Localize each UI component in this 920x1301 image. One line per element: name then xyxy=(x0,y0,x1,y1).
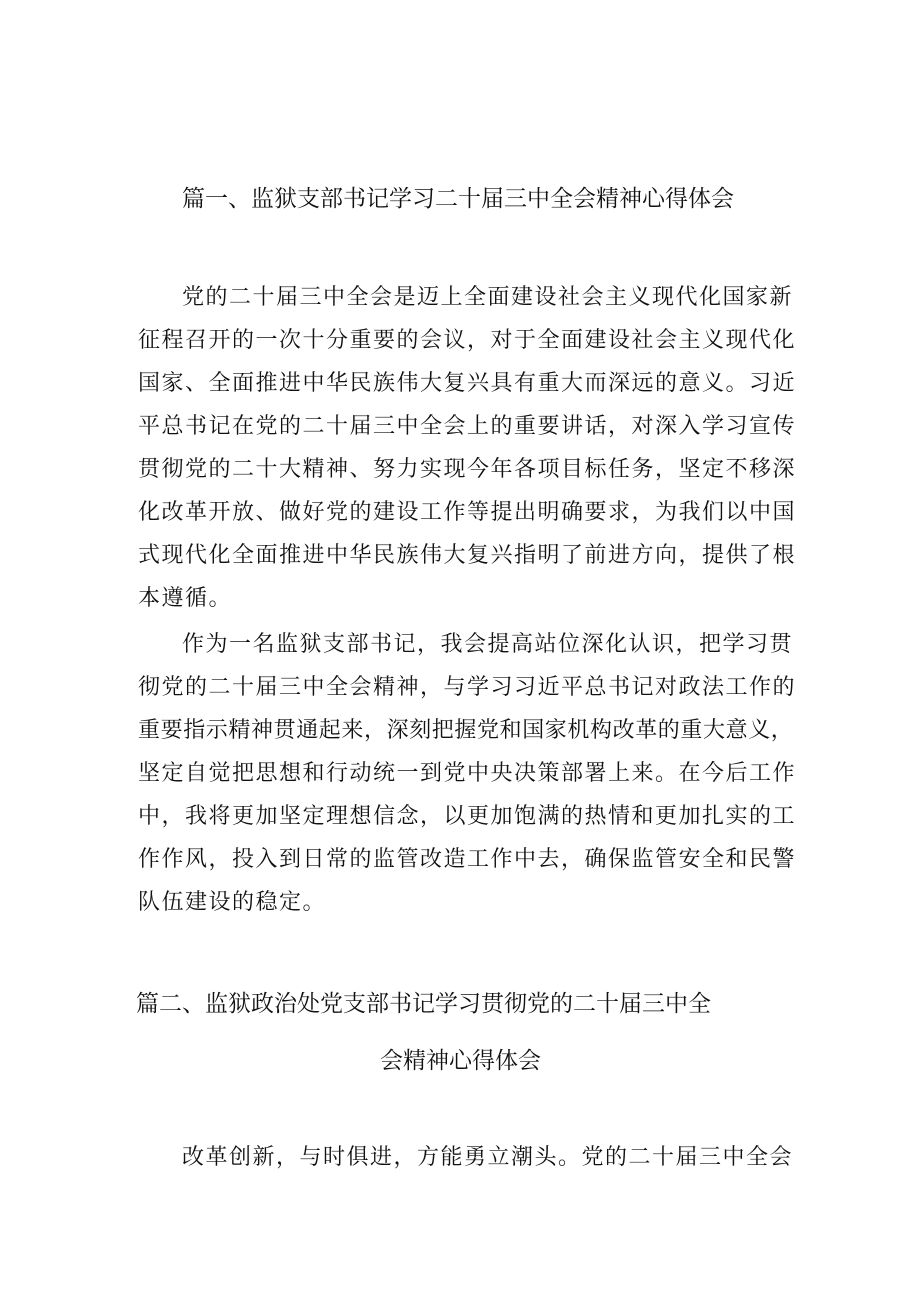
s2-p1-line-1: 改革创新，与时俱进，方能勇立潮头。党的二十届三中全会 xyxy=(182,1145,794,1170)
s1-p2-line-7: 队伍建设的稳定。 xyxy=(138,890,327,915)
s1-p2-line-6: 作作风，投入到日常的监管改造工作中去，确保监管安全和民警 xyxy=(138,847,797,872)
s1-p1-line-8: 本遵循。 xyxy=(138,586,233,611)
s1-p2-line-3: 重要指示精神贯通起来，深刻把握党和国家机构改革的重大意义， xyxy=(138,718,794,743)
s1-p1-line-2: 征程召开的一次十分重要的会议，对于全面建设社会主义现代化 xyxy=(138,328,797,353)
s1-p2-line-1: 作为一名监狱支部书记，我会提高站位深化认识，把学习贯 xyxy=(182,632,794,657)
section-1-title: 篇一、监狱支部书记学习二十届三中全会精神心得体会 xyxy=(182,186,734,212)
s1-p1-line-7: 式现代化全面推进中华民族伟大复兴指明了前进方向，提供了根 xyxy=(138,543,797,568)
s1-p1-line-5: 贯彻党的二十大精神、努力实现今年各项目标任务，坚定不移深 xyxy=(138,457,797,482)
s1-p1-line-3: 国家、全面推进中华民族伟大复兴具有重大而深远的意义。习近 xyxy=(138,371,797,396)
s1-p2-line-5: 中，我将更加坚定理想信念，以更加饱满的热情和更加扎实的工 xyxy=(138,804,797,829)
s1-p1-line-6: 化改革开放、做好党的建设工作等提出明确要求，为我们以中国 xyxy=(138,500,797,525)
section-2-title-line-1: 篇二、监狱政治处党支部书记学习贯彻党的二十届三中全 xyxy=(136,991,711,1017)
s1-p2-line-4: 坚定自觉把思想和行动统一到党中央决策部署上来。在今后工作 xyxy=(138,761,797,786)
s1-p2-line-2: 彻党的二十届三中全会精神，与学习习近平总书记对政法工作的 xyxy=(138,675,797,700)
s1-p1-line-4: 平总书记在党的二十届三中全会上的重要讲话，对深入学习宣传 xyxy=(138,414,797,439)
section-2-title-line-2: 会精神心得体会 xyxy=(380,1048,541,1074)
s1-p1-line-1: 党的二十届三中全会是迈上全面建设社会主义现代化国家新 xyxy=(182,285,794,310)
